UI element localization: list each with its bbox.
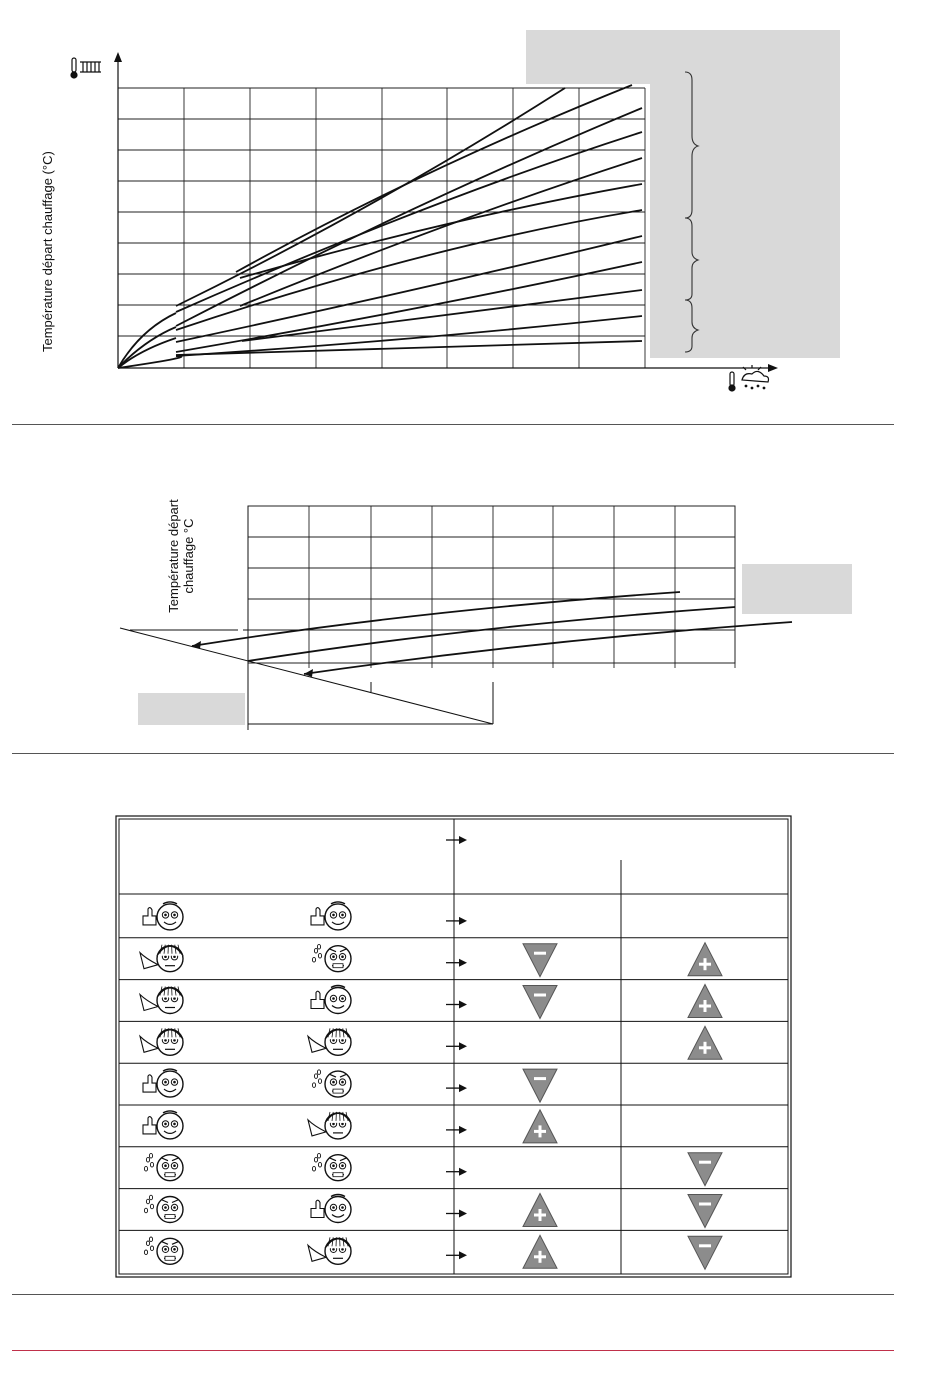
footer-line	[12, 1350, 894, 1351]
sweating-face-icon	[312, 1070, 351, 1097]
gray-box-right	[742, 564, 852, 614]
heating-curve	[176, 341, 642, 355]
thermometer-radiator-icon	[71, 58, 101, 78]
sweating-face-icon	[312, 944, 351, 971]
plus-triangle-icon	[688, 943, 722, 976]
heating-curve	[236, 85, 632, 272]
sweating-face-icon	[144, 1195, 183, 1222]
chart2-y-label-line1: Température départ	[166, 499, 181, 613]
thumbs-up-face-icon	[311, 986, 351, 1014]
parallel-shift-chart	[0, 430, 950, 750]
gray-legend-panel	[526, 30, 840, 358]
chart1-grid	[118, 88, 645, 368]
chart1-y-label: Température départ chauffage (°C)	[40, 151, 55, 352]
minus-triangle-icon	[688, 1236, 722, 1269]
adjustment-table	[116, 816, 791, 1277]
header-arrow-head	[459, 836, 467, 844]
cold-face-icon	[308, 1112, 351, 1139]
minus-triangle-icon	[523, 944, 557, 977]
table-row	[143, 902, 467, 930]
chart2-grid	[248, 506, 735, 668]
heating-curves-chart	[0, 0, 950, 420]
base-curve	[248, 607, 735, 661]
chart2-y-label-line2: chauffage °C	[181, 518, 196, 594]
chart2-y-label	[166, 486, 196, 626]
sweating-face-icon	[312, 1153, 351, 1180]
cold-face-icon	[308, 1028, 351, 1055]
minus-triangle-icon	[523, 986, 557, 1019]
heating-curves-svg	[0, 0, 950, 420]
gray-box-left	[138, 693, 245, 725]
plus-triangle-icon	[523, 1110, 557, 1143]
section-divider-2	[12, 753, 894, 754]
thermometer-outdoor-sun-icon	[729, 365, 769, 391]
thumbs-up-face-icon	[311, 902, 351, 930]
heating-curve	[176, 108, 642, 326]
minus-triangle-icon	[523, 1069, 557, 1102]
plus-triangle-icon	[523, 1194, 557, 1227]
adjustment-table-svg	[116, 816, 791, 1277]
cold-face-icon	[140, 987, 183, 1014]
heating-curve	[176, 236, 642, 342]
chart1-x-arrow	[768, 364, 778, 372]
cold-face-icon	[140, 945, 183, 972]
plus-triangle-icon	[523, 1235, 557, 1268]
minus-triangle-icon	[688, 1153, 722, 1186]
chart1-y-arrow	[114, 52, 122, 62]
parallel-shift-svg	[0, 430, 950, 750]
plus-triangle-icon	[688, 985, 722, 1018]
cold-face-icon	[308, 1237, 351, 1264]
sweating-face-icon	[144, 1237, 183, 1264]
sweating-face-icon	[144, 1153, 183, 1180]
minus-triangle-icon	[688, 1195, 722, 1228]
section-divider-1	[12, 424, 894, 425]
thumbs-up-face-icon	[143, 902, 183, 930]
cold-face-icon	[140, 1028, 183, 1055]
thumbs-up-face-icon	[143, 1111, 183, 1139]
heating-curve	[176, 88, 565, 306]
thumbs-up-face-icon	[311, 1195, 351, 1223]
section-divider-3	[12, 1294, 894, 1295]
heating-curves	[118, 85, 642, 368]
thumbs-up-face-icon	[143, 1069, 183, 1097]
plus-triangle-icon	[688, 1026, 722, 1059]
